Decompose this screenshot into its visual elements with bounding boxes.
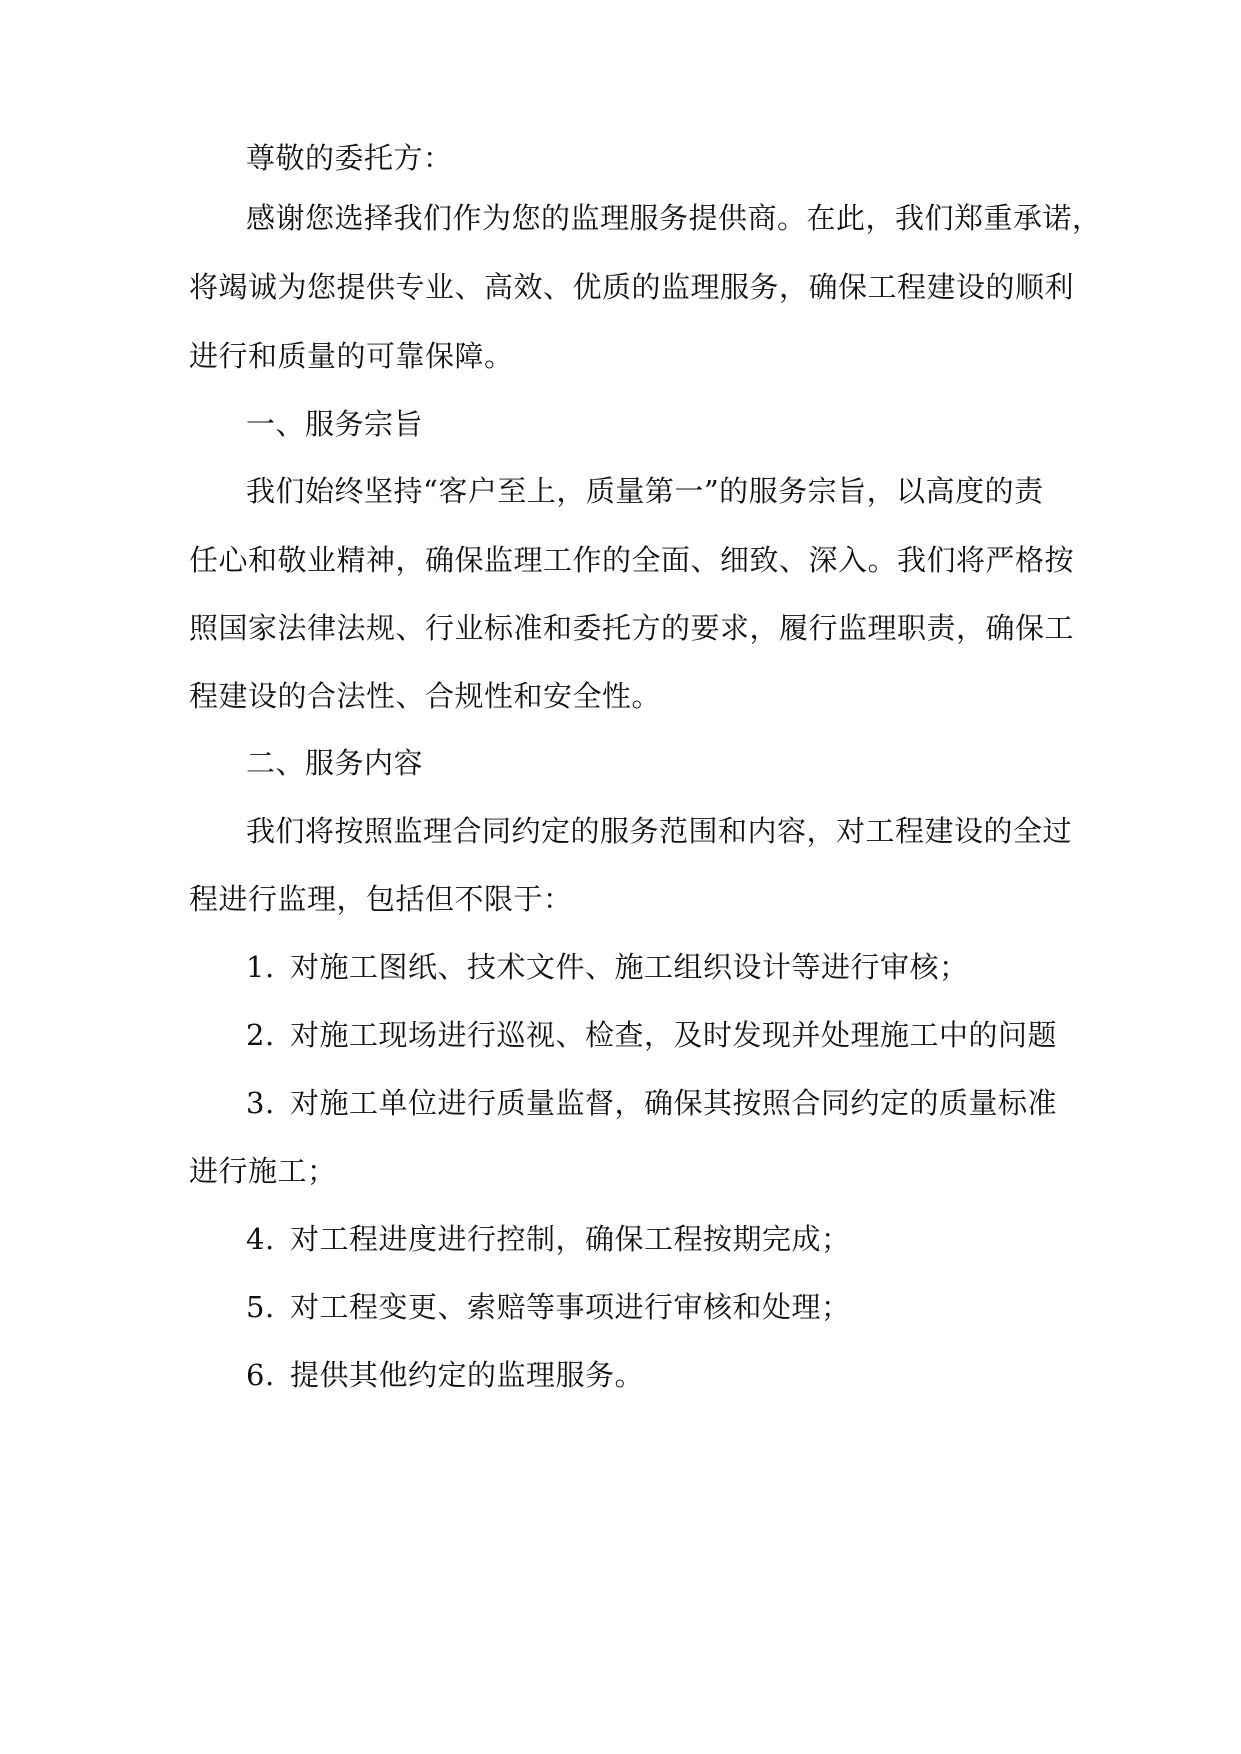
intro-line-2: 将竭诚为您提供专业、高效、优质的监理服务，确保工程建设的顺利 xyxy=(189,270,1075,304)
list-item-text: 对施工图纸、技术文件、施工组织设计等进行审核； xyxy=(290,950,969,984)
section1-heading: 一、服务宗旨 xyxy=(246,407,424,441)
list-item-number: 3. xyxy=(246,1086,275,1120)
list-item-4 xyxy=(246,1219,1059,1259)
section2-line-1: 我们将按照监理合同约定的服务范围和内容，对工程建设的全过 xyxy=(246,814,1073,848)
section2-line-2: 程进行监理，包括但不限于： xyxy=(189,882,573,916)
list-item-number: 2. xyxy=(246,1018,275,1052)
section1-line-2: 任心和敬业精神，确保监理工作的全面、细致、深入。我们将严格按 xyxy=(189,543,1075,577)
salutation: 尊敬的委托方： xyxy=(246,141,453,175)
list-item-2 xyxy=(246,1015,1059,1055)
list-item-text: 提供其他约定的监理服务。 xyxy=(290,1358,645,1392)
section1-line-3: 照国家法律法规、行业标准和委托方的要求，履行监理职责，确保工 xyxy=(189,611,1075,645)
list-item-6 xyxy=(246,1355,1059,1395)
list-item-text: 对施工单位进行质量监督，确保其按照合同约定的质量标准 xyxy=(290,1086,1058,1120)
section1-line-1: 我们始终坚持“客户至上，质量第一”的服务宗旨，以高度的责 xyxy=(246,474,1044,508)
section2-heading: 二、服务内容 xyxy=(246,746,424,780)
list-item-text: 对工程进度进行控制，确保工程按期完成； xyxy=(290,1222,851,1256)
intro-line-1: 感谢您选择我们作为您的监理服务提供商。在此，我们郑重承诺， xyxy=(246,201,1102,235)
list-item-number: 1. xyxy=(246,950,275,984)
list-item-5 xyxy=(246,1287,1059,1327)
list-item-text: 对施工现场进行巡视、检查，及时发现并处理施工中的问题 xyxy=(290,1018,1058,1052)
list-item-text: 对工程变更、索赔等事项进行审核和处理； xyxy=(290,1290,851,1324)
list-item-number: 4. xyxy=(246,1222,275,1256)
list-item-number: 6. xyxy=(246,1358,275,1392)
list-item-number: 5. xyxy=(246,1290,275,1324)
list-item-1 xyxy=(246,947,1059,987)
list-item-3 xyxy=(246,1083,1059,1123)
section1-line-4: 程建设的合法性、合规性和安全性。 xyxy=(189,679,662,713)
intro-line-3: 进行和质量的可靠保障。 xyxy=(189,339,514,373)
list-item-3-continuation: 进行施工； xyxy=(189,1154,337,1188)
